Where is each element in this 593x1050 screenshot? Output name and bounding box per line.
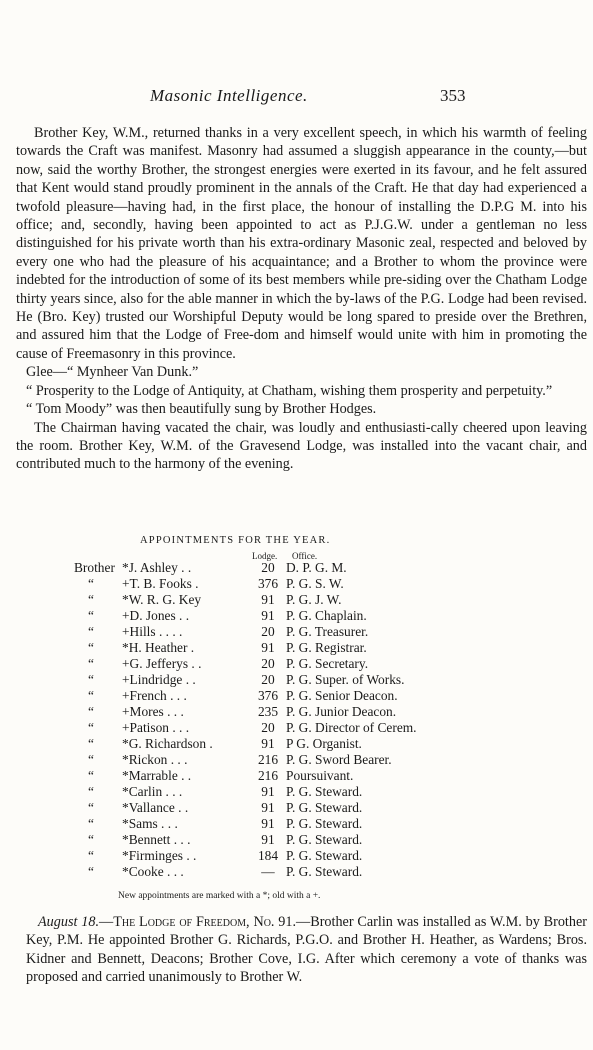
appointee-name: *W. R. G. Key [122, 592, 202, 607]
appointee-name: *Firminges . . [122, 848, 197, 863]
appointee-lodge: 20 [261, 560, 275, 575]
appointee-lodge: 376 [257, 688, 279, 703]
appointee-office: P. G. J. W. [286, 592, 342, 607]
appointee-name: +Lindridge . . [122, 672, 196, 687]
appointee-prefix: “ [88, 720, 94, 735]
appointee-office: P. G. Registrar. [286, 640, 367, 655]
appointee-lodge: 20 [261, 624, 275, 639]
appointee-office: P. G. Steward. [286, 864, 363, 879]
appointee-name: *Cooke . . . [122, 864, 184, 879]
table-row [74, 864, 417, 880]
appointee-name: *Vallance . . [122, 800, 189, 815]
table-row [74, 560, 417, 576]
appointee-office: P. G. Sword Bearer. [286, 752, 392, 767]
appointee-office: P. G. Secretary. [286, 656, 369, 671]
closing-date: August 18. [38, 914, 99, 930]
appointee-name: *Sams . . . [122, 816, 178, 831]
appointee-lodge: 91 [261, 640, 275, 655]
appointee-lodge: 91 [261, 784, 275, 799]
appointee-name: *J. Ashley . . [122, 560, 192, 575]
table-row [74, 736, 417, 752]
closing-paragraph [26, 913, 587, 987]
paragraph-toast: “ Prosperity to the Lodge of Antiquity, at Chatham, wishing them prosperity and perpetuity.” [26, 382, 553, 399]
appointee-prefix: “ [88, 768, 94, 783]
lodge-column-header: Lodge. [252, 551, 278, 561]
appointee-lodge: 376 [257, 576, 279, 591]
appointee-prefix: “ [88, 848, 94, 863]
table-row [74, 720, 417, 736]
appointee-name: *Marrable . . [122, 768, 192, 783]
appointee-office: P. G. S. W. [286, 576, 344, 591]
appointee-lodge: 184 [257, 848, 279, 863]
appointee-lodge: 20 [261, 656, 275, 671]
table-row [74, 688, 417, 704]
appointee-lodge: 91 [261, 800, 275, 815]
appointee-lodge: 91 [261, 832, 275, 847]
table-row [74, 784, 417, 800]
appointee-prefix: “ [88, 688, 94, 703]
appointee-prefix: “ [88, 784, 94, 799]
appointee-office: P. G. Chaplain. [286, 608, 367, 623]
running-title: Masonic Intelligence. [150, 86, 308, 105]
paragraph-speech: Brother Key, W.M., returned thanks in a very excellent speech, in which his warmth of feeling towards the Craft was manifest. Masonry had assumed a sluggish appearance in the county,—but now, said the worthy Brother, the strongest energies were exerted in its favour, and he felt assured that Kent would stand proudly prominent in the annals of the Craft. He that day had experienced a twofold pleasure—having had, in the first place, the honour of installing the D.P.G M. into his office; and, secondly, having been appointed to act as P.J.G.W. under a gentleman no less distinguished for his private worth than his extra-ordinary Masonic zeal, respected and beloved by every one who had the pleasure of his acquaintance; and a Brother to whom the province were indebted for the introduction of some of its best members while pre-siding over the Chatham Lodge thirty years since, also for the able manner in which the by-laws of the P.G. Lodge had been revised. He (Bro. Key) trusted our Worshipful Deputy would be long spared to preside over the Brethren, and assured him that the Lodge of Free-dom and himself would unite with him in promoting the cause of Freemasonry in this province. [16, 125, 587, 362]
appointments-footnote: New appointments are marked with a *; old with a +. [118, 891, 321, 901]
table-row [74, 800, 417, 816]
appointee-name: +D. Jones . . [122, 608, 190, 623]
closing-paragraph-text [26, 913, 587, 987]
appointee-name: +Mores . . . [122, 704, 184, 719]
office-column-header: Office. [292, 551, 318, 561]
appointee-office: P. G. Steward. [286, 832, 363, 847]
appointee-office: P. G. Steward. [286, 816, 363, 831]
appointee-prefix: “ [88, 672, 94, 687]
appointee-name: +Hills . . . . [122, 624, 183, 639]
table-row [74, 624, 417, 640]
appointee-prefix: Brother [74, 560, 115, 575]
appointee-lodge: — [261, 864, 275, 879]
appointee-office: P. G. Director of Cerem. [286, 720, 417, 735]
appointee-prefix: “ [88, 816, 94, 831]
closing-lodge: —The Lodge of Freedom, No. 91. [99, 914, 297, 930]
appointee-prefix: “ [88, 656, 94, 671]
table-row [74, 640, 417, 656]
table-row [74, 832, 417, 848]
appointee-prefix: “ [88, 624, 94, 639]
appointments-heading: APPOINTMENTS FOR THE YEAR. [140, 535, 331, 546]
table-row [74, 768, 417, 784]
appointee-name: *G. Richardson . [122, 736, 213, 751]
appointee-office: P. G. Steward. [286, 784, 363, 799]
appointee-office: P. G. Super. of Works. [286, 672, 405, 687]
appointee-lodge: 20 [261, 672, 275, 687]
appointee-name: +French . . . [122, 688, 187, 703]
appointee-prefix: “ [88, 592, 94, 607]
appointee-lodge: 91 [261, 608, 275, 623]
table-row [74, 704, 417, 720]
appointee-lodge: 91 [261, 592, 275, 607]
appointee-office: P. G. Steward. [286, 848, 363, 863]
appointee-lodge: 91 [261, 736, 275, 751]
appointee-office: P. G. Steward. [286, 800, 363, 815]
table-row [74, 752, 417, 768]
appointee-lodge: 216 [257, 768, 279, 783]
appointee-prefix: “ [88, 752, 94, 767]
appointee-prefix: “ [88, 736, 94, 751]
appointee-lodge: 91 [261, 816, 275, 831]
appointee-name: +T. B. Fooks . [122, 576, 199, 591]
appointee-office: P. G. Treasurer. [286, 624, 369, 639]
appointee-name: *H. Heather . [122, 640, 195, 655]
appointments-table [74, 560, 417, 880]
appointee-prefix: “ [88, 704, 94, 719]
appointee-lodge: 235 [257, 704, 279, 719]
table-row [74, 672, 417, 688]
paragraph-song: “ Tom Moody” was then beautifully sung by Brother Hodges. [26, 401, 377, 418]
table-row [74, 848, 417, 864]
paragraph-glee: Glee—“ Mynheer Van Dunk.” [26, 364, 199, 381]
appointee-name: +G. Jefferys . . [122, 656, 202, 671]
appointee-prefix: “ [88, 832, 94, 847]
appointee-office: P. G. Senior Deacon. [286, 688, 398, 703]
appointee-name: +Patison . . . [122, 720, 190, 735]
appointee-office: P. G. Junior Deacon. [286, 704, 397, 719]
appointee-prefix: “ [88, 800, 94, 815]
appointee-office: Poursuivant. [286, 768, 354, 783]
appointee-name: *Rickon . . . [122, 752, 188, 767]
table-row [74, 592, 417, 608]
appointee-name: *Bennett . . . [122, 832, 191, 847]
table-row [74, 816, 417, 832]
table-row [74, 608, 417, 624]
appointee-lodge: 20 [261, 720, 275, 735]
page-number: 353 [440, 86, 466, 105]
paragraph-chairman: The Chairman having vacated the chair, was loudly and enthusiasti-cally cheered upon leaving the room. Brother Key, W.M. of the Gravesend Lodge, was installed into the vacant chair, and contributed much to the harmony of the evening. [16, 419, 587, 473]
appointee-office: P G. Organist. [286, 736, 362, 751]
table-row [74, 656, 417, 672]
running-header [0, 86, 593, 110]
closing-text: —Brother Carlin was installed as W.M. by Brother Key, P.M. He appointed Brother G. Richards, P.G.O. and Brother H. Heather, as Wardens; Bros. Kidner and Bennett, Deacons; Brother Cove, I.G. After which ceremony a vote of thanks was proposed and carried unanimously to Brother W. [26, 914, 587, 986]
appointee-prefix: “ [88, 864, 94, 879]
appointee-prefix: “ [88, 608, 94, 623]
appointee-lodge: 216 [257, 752, 279, 767]
table-row [74, 576, 417, 592]
appointee-office: D. P. G. M. [286, 560, 347, 575]
appointee-name: *Carlin . . . [122, 784, 183, 799]
appointee-prefix: “ [88, 576, 94, 591]
article-body [16, 124, 587, 474]
appointee-prefix: “ [88, 640, 94, 655]
